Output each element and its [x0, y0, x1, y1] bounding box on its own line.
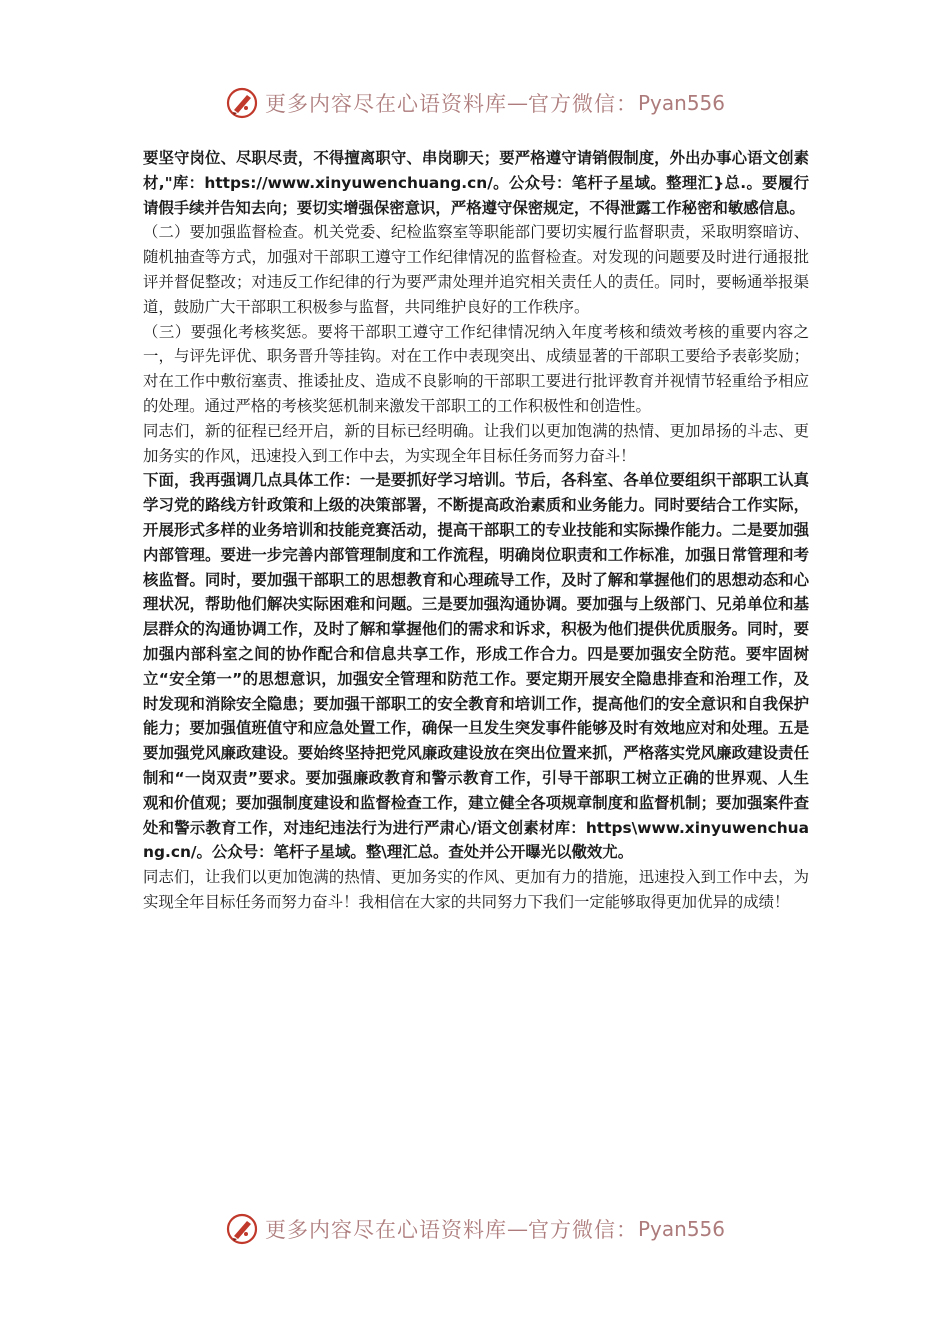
document-body — [143, 146, 809, 915]
paragraph-6: 同志们，让我们以更加饱满的热情、更加务实的作风、更加有力的措施，迅速投入到工作中去，为实现全年目标任务而努力奋斗！我相信在大家的共同努力下我们一定能够取得更加优异的成绩！ — [143, 868, 809, 911]
footer-banner — [0, 1208, 950, 1250]
paragraph-3: （三）要强化考核奖惩。要将干部职工遵守工作纪律情况纳入年度考核和绩效考核的重要内容之一，与评先评优、职务晋升等挂钩。对在工作中表现突出、成绩显著的干部职工要给予表彰奖励；对在工作中敷衍塞责、推诿扯皮、造成不良影响的干部职工要进行批评教育并视情节轻重给予相应的处理。通过严格的考核奖惩机制来激发干部职工的工作积极性和创造性。 — [143, 322, 809, 415]
banner-official: 官方微信： — [527, 92, 638, 116]
banner-text: 更多内容尽在心语资料库 — [264, 92, 507, 116]
banner-text: 更多内容尽在心语资料库 — [264, 1218, 507, 1242]
paragraph-4: 同志们，新的征程已经开启，新的目标已经明确。让我们以更加饱满的热情、更加昂扬的斗志、更加务实的作风，迅速投入到工作中去，为实现全年目标任务而努力奋斗！ — [143, 421, 809, 465]
banner-official: 官方微信： — [527, 1218, 638, 1242]
paragraph-2: （二）要加强监督检查。机关党委、纪检监察室等职能部门要切实履行监督职责，采取明察暗访、随机抽查等方式，加强对干部职工遵守工作纪律情况的监督检查。对发现的问题要及时进行通报批评并督促整改；对违反工作纪律的行为要严肃处理并追究相关责任人的责任。同时，要畅通举报渠道，鼓励广大干部职工积极参与监督，共同维护良好的工作秩序。 — [143, 223, 809, 316]
brush-logo-icon — [225, 86, 259, 120]
brush-logo-icon — [225, 1212, 259, 1246]
banner-wechat-id: Pyan556 — [637, 1217, 725, 1241]
banner-dash: — — [506, 1217, 528, 1241]
banner-dash: — — [506, 91, 528, 115]
banner-wechat-id: Pyan556 — [637, 91, 725, 115]
header-banner — [0, 82, 950, 124]
paragraph-5: 下面，我再强调几点具体工作：一是要抓好学习培训。节后，各科室、各单位要组织干部职工认真学习党的路线方针政策和上级的决策部署，不断提高政治素质和业务能力。同时要结合工作实际，开展形式多样的业务培训和技能竞赛活动，提高干部职工的专业技能和实际操作能力。二是要加强内部管理。要进一步完善内部管理制度和工作流程，明确岗位职责和工作标准，加强日常管理和考核监督。同时，要加强干部职工的思想教育和心理疏导工作，及时了解和掌握他们的思想动态和心理状况，帮助他们解决实际困难和问题。三是要加强沟通协调。要加强与上级部门、兄弟单位和基层群众的沟通协调工作，及时了解和掌握他们的需求和诉求，积极为他们提供优质服务。同时，要加强内部科室之间的协作配合和信息共享工作，形成工作合力。四是要加强安全防范。要牢固树立“安全第一”的思想意识，加强安全管理和防范工作。要定期开展安全隐患排查和治理工作，及时发现和消除安全隐患；要加强干部职工的安全教育和培训工作，提高他们的安全意识和自我保护能力；要加强值班值守和应急处置工作，确保一旦发生突发事件能够及时有效地应对和处理。五是要加强党风廉政建设。要始终坚持把党风廉政建设放在突出位置来抓，严格落实党风廉政建设责任制和“一岗双责”要求。要加强廉政教育和警示教育工作，引导干部职工树立正确的世界观、人生观和价值观；要加强制度建设和监督检查工作，建立健全各项规章制度和监督机制；要加强案件查处和警示教育工作，对违纪违法行为进行严肃心/语文创素材库：https\www.xinyuwenchuang.cn/。公众号：笔杆子星域。整\理汇总。查处并公开曝光以儆效尤。 — [143, 471, 809, 862]
paragraph-1: 要坚守岗位、尽职尽责，不得擅离职守、串岗聊天；要严格遵守请销假制度，外出办事心语文创素材,"库：https://www.xinyuwenchuang.cn/。公众号：笔杆子星域。整理汇}总.。要履行请假手续并告知去向；要切实增强保密意识，严格遵守保密规定，不得泄露工作秘密和敏感信息。 — [143, 149, 809, 217]
